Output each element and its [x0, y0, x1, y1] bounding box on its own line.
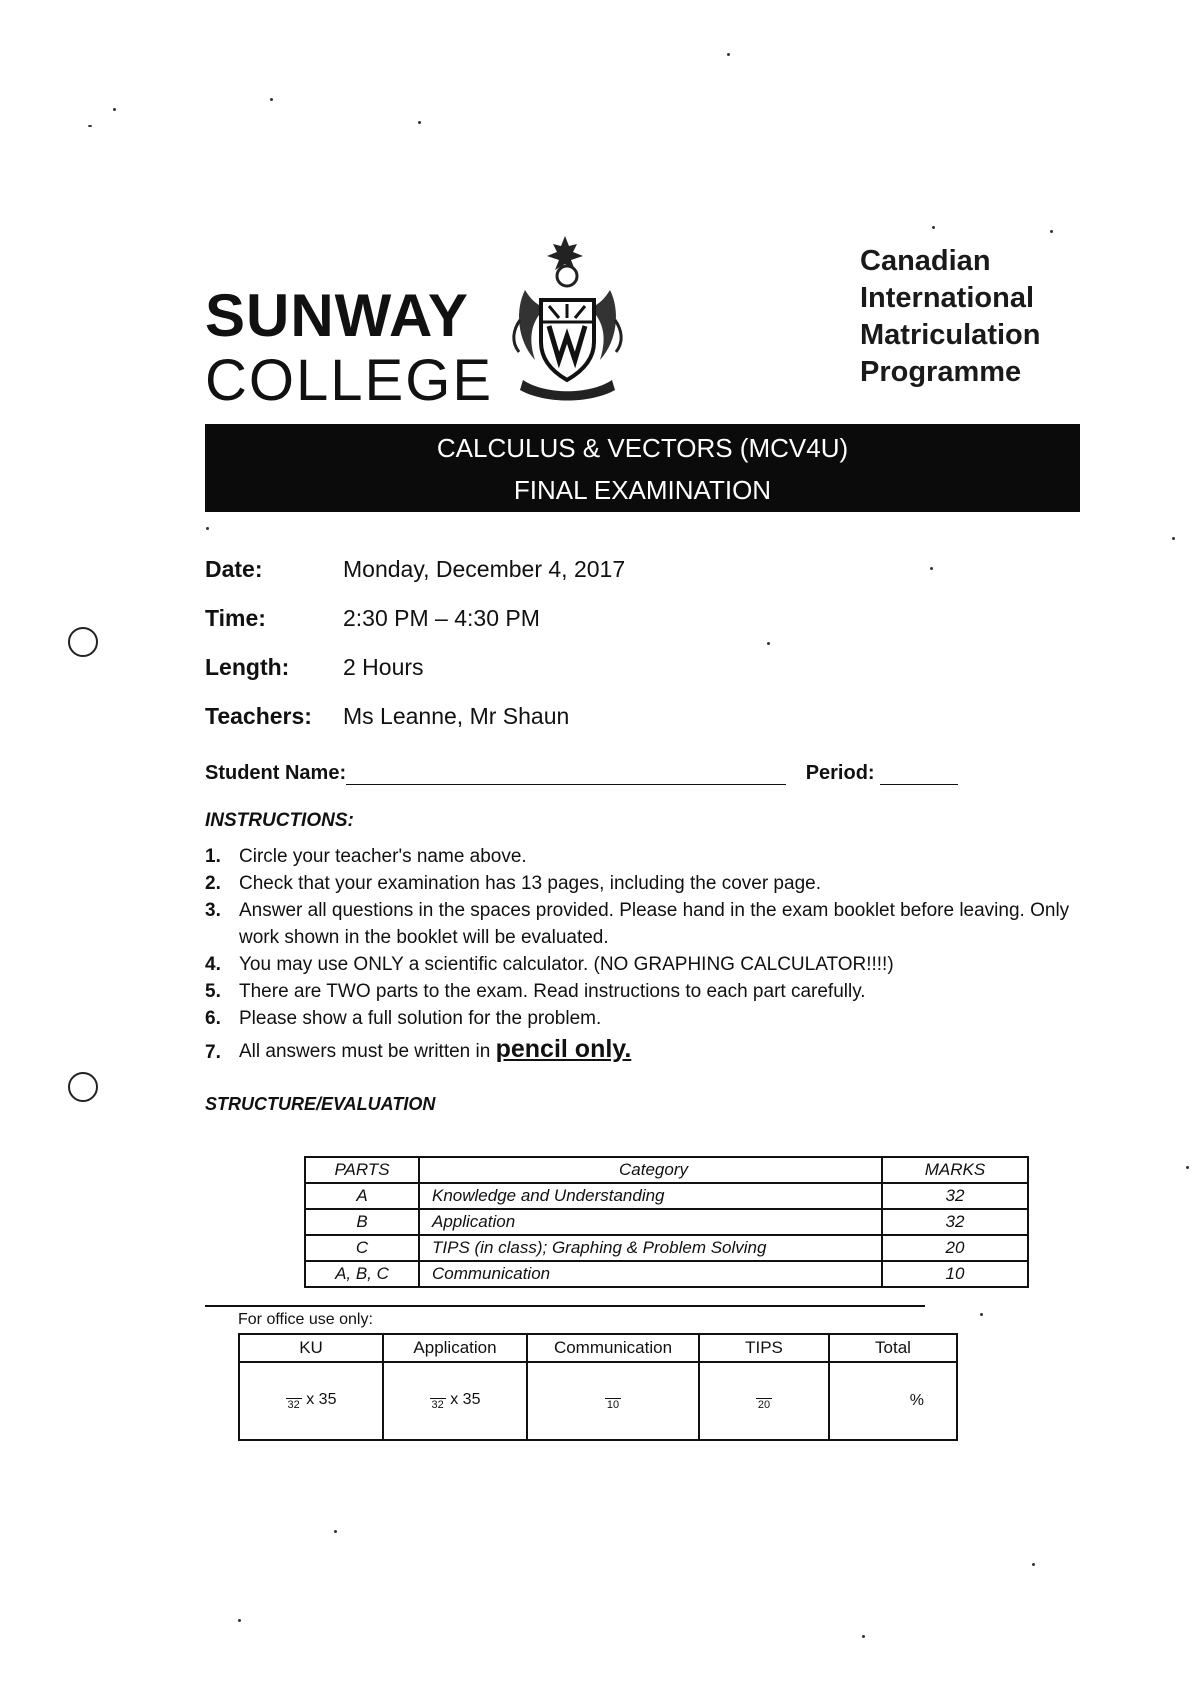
- scan-speck: [1186, 1166, 1189, 1169]
- scan-speck: [334, 1530, 337, 1533]
- list-item: [205, 978, 1105, 1005]
- list-number: 1.: [205, 846, 221, 867]
- list-item: [205, 951, 1105, 978]
- communication-denominator: 10: [606, 1399, 620, 1411]
- list-text: All answers must be written in: [239, 1041, 491, 1062]
- programme-line: Canadian: [860, 245, 991, 277]
- marks-cell: 32: [882, 1209, 1028, 1235]
- part-cell: B: [305, 1209, 419, 1235]
- category-cell: TIPS (in class); Graphing & Problem Solving: [419, 1235, 882, 1261]
- date-row: [205, 556, 625, 583]
- time-value: 2:30 PM – 4:30 PM: [343, 605, 540, 631]
- column-header: MARKS: [882, 1157, 1028, 1183]
- course-title: CALCULUS & VECTORS (MCV4U): [436, 433, 849, 463]
- column-header: Application: [383, 1334, 527, 1362]
- instructions-heading: INSTRUCTIONS:: [205, 810, 354, 831]
- time-label: Time:: [205, 605, 266, 631]
- evaluation-table: [304, 1156, 1029, 1288]
- pencil-only-emphasis: pencil only.: [495, 1035, 632, 1063]
- table-row: [305, 1209, 1028, 1235]
- instructions-list: [205, 843, 1105, 1065]
- scan-speck: [238, 1619, 241, 1622]
- column-header: Communication: [527, 1334, 699, 1362]
- scan-speck: [88, 125, 92, 127]
- scan-speck: [113, 108, 116, 111]
- list-number: 2.: [205, 873, 221, 894]
- scan-speck: [270, 98, 273, 101]
- scan-speck: [206, 527, 209, 530]
- tips-denominator: 20: [757, 1399, 771, 1411]
- punch-hole-bottom: [68, 1072, 98, 1102]
- part-cell: A, B, C: [305, 1261, 419, 1287]
- application-multiplier: x 35: [450, 1391, 481, 1408]
- student-name-field[interactable]: [346, 762, 786, 785]
- scan-speck: [727, 53, 730, 56]
- logo-wordmark-sunway: SUNWAY: [205, 282, 469, 349]
- table-header-row: [305, 1157, 1028, 1183]
- scan-speck: [418, 121, 421, 124]
- scan-speck: [980, 1313, 983, 1316]
- communication-score-cell[interactable]: [527, 1362, 699, 1440]
- office-use-table: [238, 1333, 958, 1441]
- ku-score-cell[interactable]: [239, 1362, 383, 1440]
- scan-speck: [932, 226, 935, 229]
- list-item: [205, 870, 1105, 897]
- structure-heading: STRUCTURE/EVALUATION: [205, 1094, 436, 1114]
- scan-speck: [767, 642, 770, 645]
- table-row: [239, 1362, 957, 1440]
- date-value: Monday, December 4, 2017: [343, 556, 626, 582]
- marks-cell: 32: [882, 1183, 1028, 1209]
- scan-speck: [1032, 1563, 1035, 1566]
- table-header-row: [239, 1334, 957, 1362]
- period-label: Period:: [805, 762, 875, 784]
- scan-speck: [1050, 230, 1053, 233]
- table-row: [305, 1235, 1028, 1261]
- list-item: [205, 897, 1105, 951]
- ku-denominator: 32: [287, 1399, 300, 1411]
- list-number: 7.: [205, 1042, 221, 1063]
- list-text: You may use ONLY a scientific calculator. (NO GRAPHING CALCULATOR!!!!): [239, 954, 894, 975]
- total-score-cell[interactable]: [829, 1362, 957, 1440]
- list-number: 6.: [205, 1008, 221, 1029]
- list-number: 3.: [205, 900, 221, 921]
- scan-speck: [862, 1635, 865, 1638]
- column-header: KU: [239, 1334, 383, 1362]
- list-text: Please show a full solution for the problem.: [239, 1008, 602, 1029]
- logo-wordmark-college: COLLEGE: [205, 348, 493, 413]
- table-row: [305, 1261, 1028, 1287]
- date-label: Date:: [205, 556, 263, 582]
- total-unit: %: [909, 1392, 924, 1409]
- marks-cell: 10: [882, 1261, 1028, 1287]
- part-cell: C: [305, 1235, 419, 1261]
- list-text: Answer all questions in the spaces provided. Please hand in the exam booklet before leaving. Only work shown in the booklet will be evaluated.: [239, 900, 1070, 948]
- ku-multiplier: x 35: [306, 1391, 337, 1408]
- punch-hole-top: [68, 627, 98, 657]
- time-row: [205, 605, 540, 632]
- category-cell: Communication: [419, 1261, 882, 1287]
- application-denominator: 32: [431, 1399, 444, 1411]
- scan-speck: [930, 567, 933, 570]
- application-score-cell[interactable]: [383, 1362, 527, 1440]
- exam-title: FINAL EXAMINATION: [513, 475, 772, 505]
- list-text: Circle your teacher's name above.: [239, 846, 527, 867]
- college-crest-icon: [505, 230, 630, 405]
- list-item: [205, 1005, 1105, 1032]
- category-cell: Application: [419, 1209, 882, 1235]
- student-name-label: Student Name:: [205, 762, 347, 784]
- student-info-line: [205, 762, 958, 785]
- list-item: [205, 843, 1105, 870]
- teachers-row: [205, 703, 569, 730]
- section-divider: [205, 1305, 925, 1307]
- office-use-note: For office use only:: [238, 1311, 373, 1328]
- category-cell: Knowledge and Understanding: [419, 1183, 882, 1209]
- length-label: Length:: [205, 654, 290, 680]
- exam-title-banner: [205, 424, 1080, 512]
- marks-cell: 20: [882, 1235, 1028, 1261]
- teachers-label: Teachers:: [205, 703, 312, 729]
- length-value: 2 Hours: [343, 654, 424, 680]
- column-header: Total: [829, 1334, 957, 1362]
- list-number: 5.: [205, 981, 221, 1002]
- column-header: Category: [419, 1157, 882, 1183]
- list-text: There are TWO parts to the exam. Read instructions to each part carefully.: [239, 981, 866, 1002]
- programme-line: Programme: [860, 356, 1022, 388]
- part-cell: A: [305, 1183, 419, 1209]
- teachers-value: Ms Leanne, Mr Shaun: [343, 703, 570, 729]
- list-number: 4.: [205, 954, 221, 975]
- column-header: PARTS: [305, 1157, 419, 1183]
- period-field[interactable]: [880, 762, 958, 785]
- programme-line: Matriculation: [860, 319, 1041, 351]
- list-item: [205, 1036, 1105, 1065]
- tips-score-cell[interactable]: [699, 1362, 829, 1440]
- length-row: [205, 654, 424, 681]
- scan-speck: [1172, 537, 1175, 540]
- column-header: TIPS: [699, 1334, 829, 1362]
- list-text: Check that your examination has 13 pages, including the cover page.: [239, 873, 821, 894]
- table-row: [305, 1183, 1028, 1209]
- programme-line: International: [860, 282, 1035, 314]
- programme-name: [860, 243, 1040, 391]
